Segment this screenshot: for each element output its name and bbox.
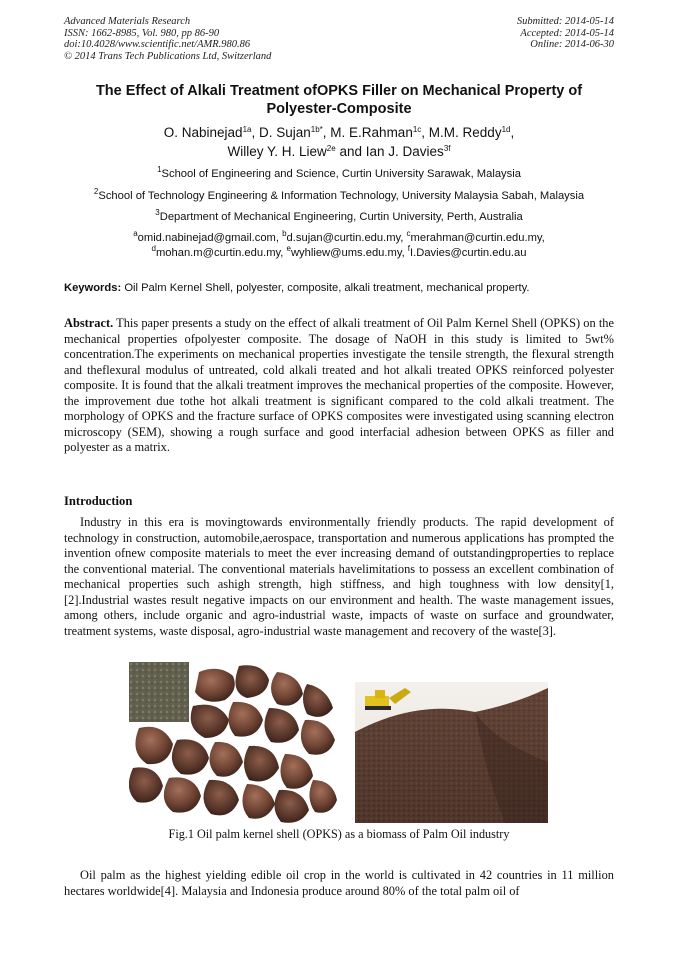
author: Ian J. Davies (365, 144, 444, 159)
abstract-text: This paper presents a study on the effect of alkali treatment of Oil Palm Kernel Shell (OPKS) on the mechanical properties ofpolyester composite. The dosage of NaOH in this study is limited to 5wt% concentration.The experiments on mechanical properties investigate the tensile strength, the flexural strength and theflexural modulus of untreated, cold alkali treated and hot alkali treated OPKS reinforced polyester composite. It is found that the alkali treatment improves the mechanical properties of the composite. However, the improvement due tothe hot alkali treatment is significant compared to the cold alkali treatment. The morphology of OPKS and the fracture surface of OPKS composites were investigated using scanning electron microscopy (SEM), showing a rough surface and good interfacial adhesion between OPKS as filler and polyester as a matrix. (64, 316, 615, 454)
author: M.M. Reddy (428, 125, 502, 140)
paper-title: The Effect of Alkali Treatment ofOPKS Filler on Mechanical Property of Polyester-Composite (95, 83, 583, 117)
submitted-date: Submitted: 2014-05-14 (516, 16, 614, 27)
email-list: $^a$omid.nabinejad@gmail.com, $^b$d.sujan@curtin.edu.my, $^c$merahman@curtin.edu.my, $^d$mohan.m@curtin.edu.my, $^e$wyhliew@ums.edu.my, $^f$I.Davies@curtin.edu.au (133, 229, 545, 259)
email-link[interactable]: wyhliew@ums.edu.my, (290, 246, 405, 259)
journal-issn: ISSN: 1662-8985, Vol. 980, pp 86-90 (64, 27, 220, 39)
abstract-label: Abstract. (64, 316, 114, 330)
author-list: O. Nabinejad$^{1a}$, D. Sujan$^{1b*}$, M. E.Rahman$^{1c}$, M.M. Reddy$^{1d}$, Willey Y. H. Liew$^{2e}$ and Ian J. Davies$^{3f}$ (163, 125, 515, 159)
author: M. E.Rahman (330, 125, 413, 140)
accepted-date: Accepted: 2014-05-14 (520, 27, 614, 39)
author: D. Sujan (258, 125, 311, 140)
keywords-text: Oil Palm Kernel Shell, polyester, composite, alkali treatment, mechanical property. (124, 282, 530, 294)
abstract (64, 316, 614, 456)
journal-header (64, 16, 271, 62)
introduction-paragraph: Industry in this era is movingtowards environmentally friendly products. The rapid development of technology in construction, automobile,aerospace, transportation and numerous applications has prompted the invention ofnew composite materials to meet the ever increasing demand of outstandingproperties to replace the conventional material. The conventional materials havelimitations to possess an excellent combination of mechanical properties such ashigh strength, high stiffness, and high toughness with low density[1, [2].Industrial wastes result negative impacts on our environment and health. The waste management issues, among others, include organic and agro-industrial waste, impacts of waste on surface and groundwater, treatment systems, waste disposal, agro-industrial waste management and recovery of the waste[3]. (64, 515, 614, 638)
journal-copyright: © 2014 Trans Tech Publications Ltd, Switzerland (64, 50, 272, 62)
email-link[interactable]: merahman@curtin.edu.my, (410, 232, 545, 244)
dates-header (517, 16, 614, 51)
journal-name: Advanced Materials Research (64, 16, 191, 27)
online-date: Online: 2014-06-30 (530, 39, 614, 50)
journal-doi: doi:10.4028/www.scientific.net/AMR.980.86 (64, 39, 251, 50)
keywords-label: Keywords: (64, 282, 122, 294)
affiliation: $^2$School of Technology Engineering & Information Technology, University Malaysia Sabah, Malaysia (93, 187, 585, 202)
figure-caption: Fig.1 Oil palm kernel shell (OPKS) as a biomass of Palm Oil industry (168, 827, 510, 841)
email-link[interactable]: mohan.m@curtin.edu.my, (155, 246, 284, 259)
author: O. Nabinejad (163, 125, 243, 140)
email-link[interactable]: I.Davies@curtin.edu.au (410, 246, 527, 259)
affiliation: $^1$School of Engineering and Science, Curtin University Sarawak, Malaysia (157, 165, 521, 180)
body-paragraph: Oil palm as the highest yielding edible oil crop in the world is cultivated in 42 countries in 11 million hectares worldwide[4]. Malaysia and Indonesia produce around 80% of the total palm oil of (64, 868, 614, 898)
email-link[interactable]: omid.nabinejad@gmail.com, (137, 232, 279, 244)
opks-shells-photo (129, 662, 341, 825)
opks-pile-photo (355, 682, 548, 823)
author: Willey Y. H. Liew (227, 144, 327, 159)
email-link[interactable]: d.sujan@curtin.edu.my, (286, 232, 404, 244)
section-heading: Introduction (64, 494, 133, 508)
affiliation: $^3$Department of Mechanical Engineering, Curtin University, Perth, Australia (155, 208, 523, 223)
keywords (64, 281, 614, 295)
